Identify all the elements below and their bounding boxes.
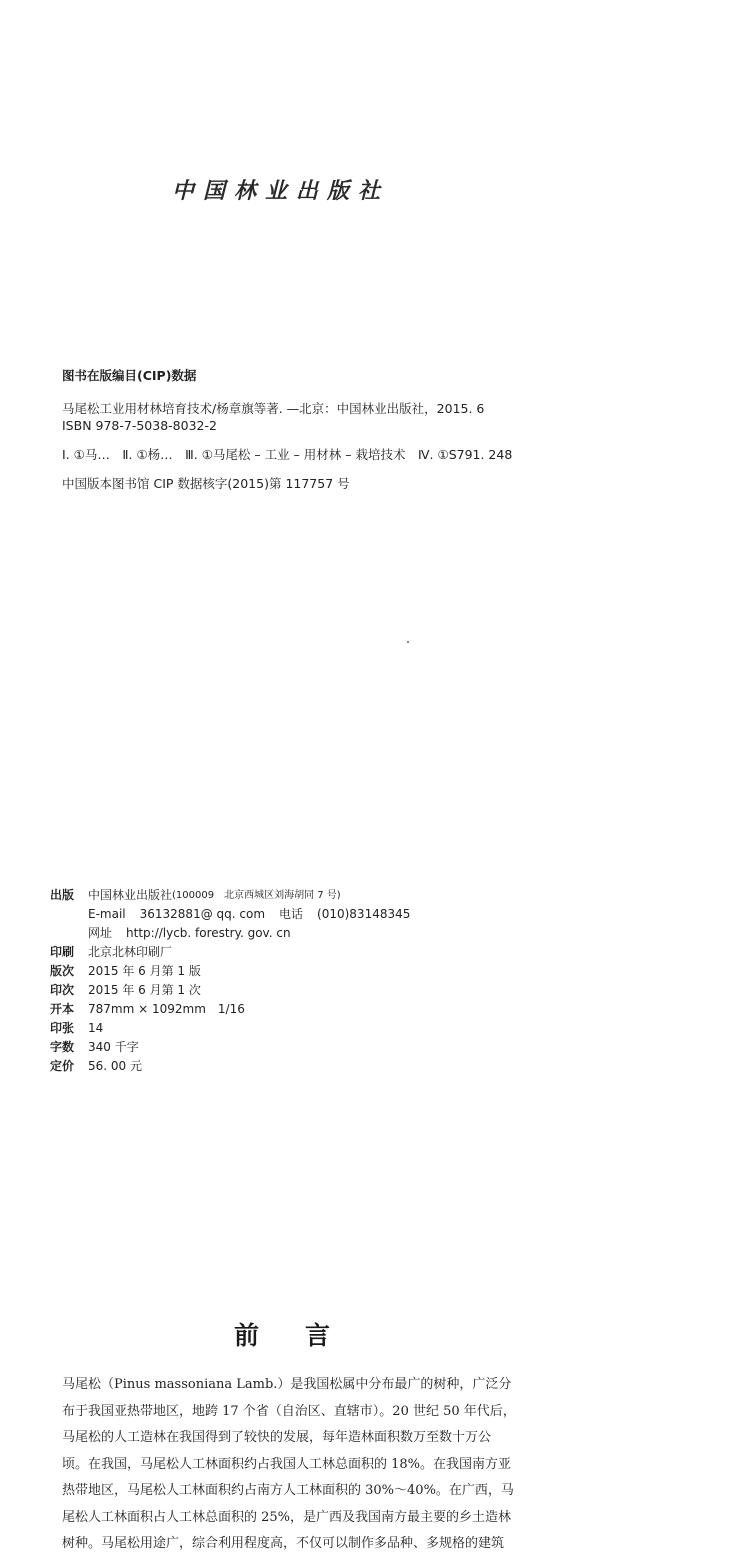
imprint-row-sheets bbox=[50, 1019, 410, 1038]
publisher-name: 中国林业出版社 bbox=[88, 888, 173, 902]
cip-line-record-number: 中国版本图书馆 CIP 数据核字(2015)第 117757 号 bbox=[62, 476, 350, 491]
imprint-label: 开本 bbox=[50, 1002, 75, 1016]
imprint-row-impression bbox=[50, 981, 410, 1000]
preface-line: 顷。在我国，马尾松人工林面积约占我国人工林总面积的 18%。在我国南方亚 bbox=[62, 1456, 512, 1472]
edition-value: 2015 年 6 月第 1 版 bbox=[88, 964, 201, 978]
imprint-label: 字数 bbox=[50, 1040, 75, 1054]
imprint-label: 印张 bbox=[50, 1021, 75, 1035]
imprint-row-format bbox=[50, 1000, 410, 1019]
preface-line: 尾松人工林面积占人工林总面积的 25%，是广西及我国南方最主要的乡土造林 bbox=[62, 1509, 512, 1525]
phone-value: (010)83148345 bbox=[317, 907, 411, 921]
stray-dot bbox=[407, 641, 409, 643]
cip-line-title: 马尾松工业用材林培育技术/杨章旗等著. —北京：中国林业出版社，2015. 6 bbox=[62, 401, 485, 416]
preface-line: 热带地区，马尾松人工林面积约占南方人工林面积的 30%～40%。在广西，马 bbox=[62, 1483, 514, 1498]
imprint-block bbox=[50, 886, 410, 1076]
printer-value: 北京北林印刷厂 bbox=[88, 945, 173, 959]
imprint-label: 出版 bbox=[50, 888, 75, 902]
website-value: http://lycb. forestry. gov. cn bbox=[126, 926, 291, 940]
imprint-row-email bbox=[50, 905, 410, 924]
preface-line: 马尾松的人工造林在我国得到了较快的发展，每年造林面积数万至数十万公 bbox=[62, 1430, 492, 1445]
imprint-row-edition bbox=[50, 962, 410, 981]
cip-heading: 图书在版编目(CIP)数据 bbox=[62, 368, 197, 383]
format-value: 787mm × 1092mm 1/16 bbox=[88, 1002, 245, 1016]
publisher-logo: 中国林业出版社 bbox=[172, 178, 390, 204]
imprint-row-website bbox=[50, 924, 410, 943]
sheets-value: 14 bbox=[88, 1021, 104, 1035]
imprint-label: 印次 bbox=[50, 983, 75, 997]
imprint-row-publisher bbox=[50, 886, 410, 905]
impression-value: 2015 年 6 月第 1 次 bbox=[88, 983, 201, 997]
imprint-label: 定价 bbox=[50, 1059, 75, 1073]
phone-label: 电话 bbox=[279, 907, 304, 921]
website-label: 网址 bbox=[88, 926, 113, 940]
preface-line: 布于我国亚热带地区，地跨 17 个省（自治区、直辖市）。20 世纪 50 年代后， bbox=[62, 1403, 516, 1419]
email-label: E-mail bbox=[88, 907, 126, 921]
preface-title: 前言 bbox=[233, 1321, 376, 1350]
preface-line: 树种。马尾松用途广，综合利用程度高，不仅可以制作多品种、多规格的建筑 bbox=[62, 1536, 505, 1551]
preface-body bbox=[62, 1372, 568, 1558]
word-count-value: 340 千字 bbox=[88, 1040, 139, 1054]
price-value: 56. 00 元 bbox=[88, 1059, 142, 1073]
imprint-row-price bbox=[50, 1057, 410, 1076]
imprint-row-word-count bbox=[50, 1038, 410, 1057]
imprint-label: 印刷 bbox=[50, 945, 75, 959]
cip-line-isbn: ISBN 978-7-5038-8032-2 bbox=[62, 418, 217, 433]
publisher-address: (100009 北京西城区刘海胡同 7 号) bbox=[172, 890, 341, 901]
preface-line: 马尾松（Pinus massoniana Lamb.）是我国松属中分布最广的树种，广泛分 bbox=[62, 1377, 512, 1392]
cip-line-classification: Ⅰ. ①马… Ⅱ. ①杨… Ⅲ. ①马尾松 – 工业 – 用材林 – 栽培技术 Ⅳ. ①S791. 248 bbox=[62, 447, 513, 462]
imprint-label: 版次 bbox=[50, 964, 75, 978]
email-value: 36132881@ qq. com bbox=[139, 907, 266, 921]
imprint-row-printer bbox=[50, 943, 410, 962]
